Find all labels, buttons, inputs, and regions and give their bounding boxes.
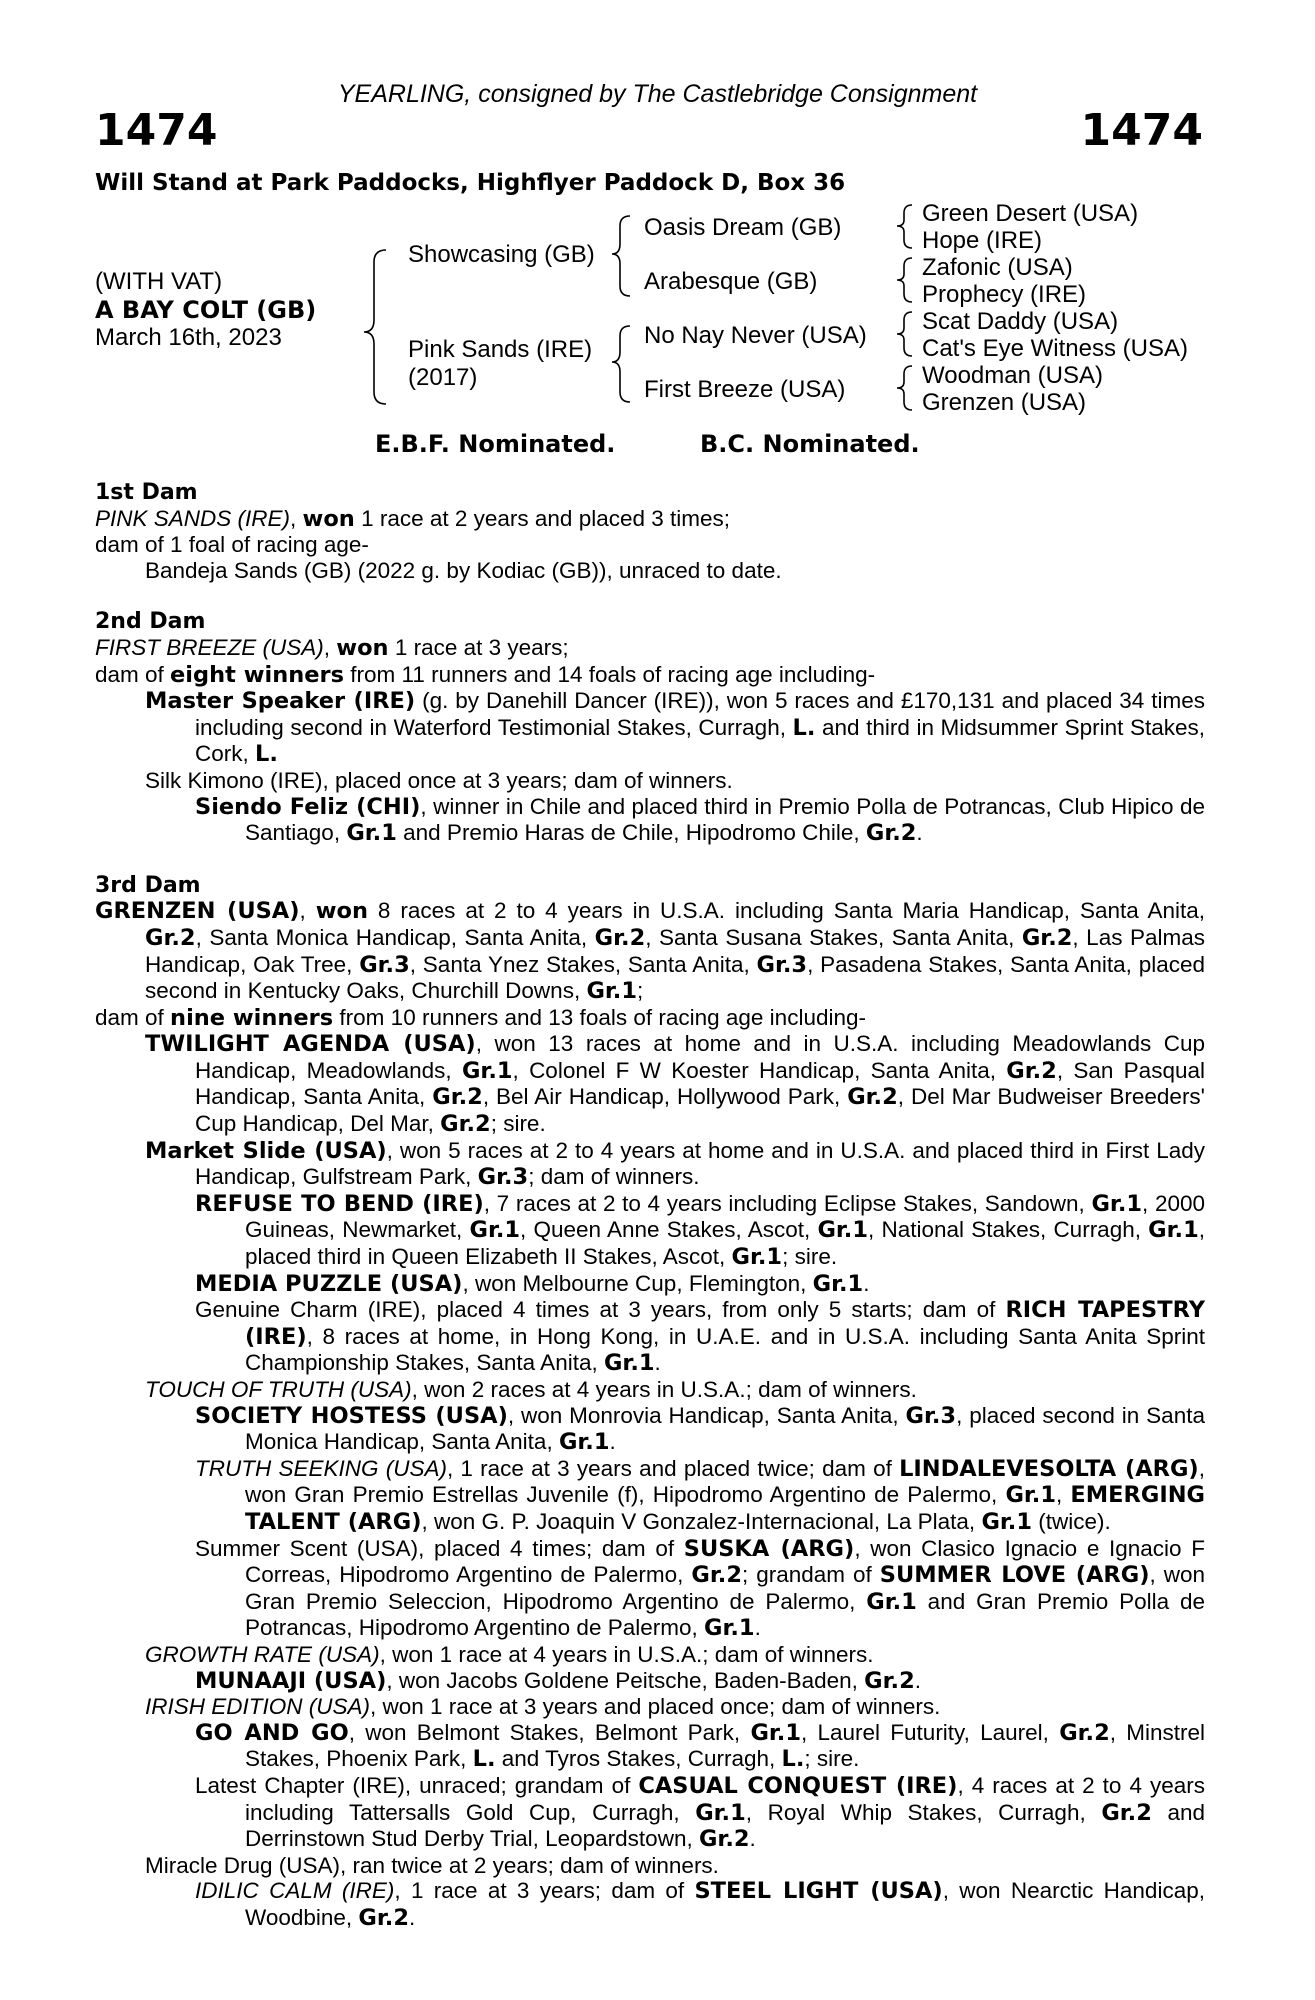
pedigree-sire-dam: Arabesque (GB): [644, 268, 818, 295]
third-dam-line: GRENZEN (USA), won 8 races at 2 to 4 years in U.S.A. including Santa Maria Handicap, Santa Anita, Gr.2, Santa Monica Handicap, Santa Anita, Gr.2, Santa Susana Stakes, Santa Anita, Gr.2, Las Palmas Handicap, Oak Tree, Gr.3, Santa Ynez Stakes, Santa Anita, Gr.3, Pasadena Stakes, Santa Anita, placed second in Kentucky Oaks, Churchill Downs, Gr.1;: [95, 898, 1206, 1005]
entry-refuse-to-bend: REFUSE TO BEND (IRE), 7 races at 2 to 4 years including Eclipse Stakes, Sandown, Gr.1, 2000 Guineas, Newmarket, Gr.1, Queen Anne Stakes, Ascot, Gr.1, National Stakes, Curragh, Gr.1, placed third in Queen Elizabeth II Stakes, Ascot, Gr.1; sire.: [195, 1190, 1205, 1271]
bc-nomination: B.C. Nominated.: [700, 430, 920, 458]
lot-number-right: 1474: [1080, 105, 1203, 156]
entry-truth-seeking: TRUTH SEEKING (USA), 1 race at 3 years and placed twice; dam of LINDALEVESOLTA (ARG), won Gran Premio Estrellas Juvenile (f), Hipodromo Argentino de Palermo, Gr.1, EMERGING TALENT (ARG), won G. P. Joaquin V Gonzalez-Internacional, La Plata, Gr.1 (twice).: [195, 1455, 1205, 1535]
first-dam-heading: 1st Dam: [95, 480, 198, 505]
entry-latest-chapter: Latest Chapter (IRE), unraced; grandam of CASUAL CONQUEST (IRE), 4 races at 2 to 4 years including Tattersalls Gold Cup, Curragh, Gr.1, Royal Whip Stakes, Curragh, Gr.2 and Derrinstown Stud Derby Trial, Leopardstown, Gr.2.: [195, 1772, 1205, 1853]
entry-siendo-feliz: Siendo Feliz (CHI), winner in Chile and placed third in Premio Polla de Potrancas, Club Hipico de Santiago, Gr.1 and Premio Haras de Chile, Hipodromo Chile, Gr.2.: [195, 793, 1205, 847]
entry-genuine-charm: Genuine Charm (IRE), placed 4 times at 3 years, from only 5 starts; dam of RICH TAPESTRY (IRE), 8 races at home, in Hong Kong, in U.A.E. and in U.S.A. including Santa Anita Sprint Championship Stakes, Santa Anita, Gr.1.: [195, 1297, 1205, 1377]
pedigree-sss: Green Desert (USA): [922, 200, 1139, 227]
pedigree-dsd: Cat's Eye Witness (USA): [922, 335, 1188, 362]
pedigree-ddd: Grenzen (USA): [922, 389, 1087, 416]
ebf-nomination: E.B.F. Nominated.: [375, 430, 616, 458]
brace-gen1: [364, 250, 386, 404]
pedigree-sire: Showcasing (GB): [408, 241, 595, 268]
entry-twilight-agenda: TWILIGHT AGENDA (USA), won 13 races at home and in U.S.A. including Meadowlands Cup Handicap, Meadowlands, Gr.1, Colonel F W Koester Handicap, Santa Anita, Gr.2, San Pasqual Handicap, Santa Anita, Gr.2, Bel Air Handicap, Hollywood Park, Gr.2, Del Mar Budweiser Breeders' Cup Handicap, Del Mar, Gr.2; sire.: [145, 1031, 1205, 1138]
vat-note: (WITH VAT): [95, 268, 223, 295]
third-dam-produce: dam of nine winners from 10 runners and 13 foals of racing age including-: [95, 1004, 866, 1031]
entry-munaaji: MUNAAJI (USA), won Jacobs Goldene Peitsche, Baden-Baden, Gr.2.: [195, 1667, 921, 1694]
horse-dob: March 16th, 2023: [95, 324, 282, 351]
entry-summer-scent: Summer Scent (USA), placed 4 times; dam of SUSKA (ARG), won Clasico Ignacio e Ignacio F Correas, Hipodromo Argentino de Palermo, Gr.2; grandam of SUMMER LOVE (ARG), won Gran Premio Seleccion, Hipodromo Argentino de Palermo, Gr.1 and Gran Premio Polla de Potrancas, Hipodromo Argentino de Palermo, Gr.1.: [195, 1535, 1206, 1642]
entry-idilic-calm: IDILIC CALM (IRE), 1 race at 3 years; dam of STEEL LIGHT (USA), won Nearctic Handicap, Woodbine, Gr.2.: [195, 1878, 1205, 1931]
pedigree-ssd: Hope (IRE): [922, 227, 1043, 254]
first-dam-produce: dam of 1 foal of racing age-: [95, 532, 369, 558]
pedigree-sdd: Prophecy (IRE): [922, 281, 1087, 308]
entry-market-slide: Market Slide (USA), won 5 races at 2 to 4 years at home and in U.S.A. and placed third in First Lady Handicap, Gulfstream Park, Gr.3; dam of winners.: [145, 1137, 1205, 1191]
second-dam-heading: 2nd Dam: [95, 609, 206, 635]
pedigree-dam-dam: First Breeze (USA): [644, 376, 846, 403]
pedigree-dam-year: (2017): [408, 364, 478, 391]
entry-miracle-drug: Miracle Drug (USA), ran twice at 2 years; dam of winners.: [145, 1852, 719, 1878]
pedigree-dds: Woodman (USA): [922, 362, 1103, 389]
entry-media-puzzle: MEDIA PUZZLE (USA), won Melbourne Cup, Flemington, Gr.1.: [195, 1270, 870, 1297]
entry-go-and-go: GO AND GO, won Belmont Stakes, Belmont Park, Gr.1, Laurel Futurity, Laurel, Gr.2, Minstrel Stakes, Phoenix Park, L. and Tyros Stakes, Curragh, L.; sire.: [195, 1719, 1206, 1773]
second-dam-produce: dam of eight winners from 11 runners and 14 foals of racing age including-: [95, 661, 876, 688]
pedigree-sds: Zafonic (USA): [922, 254, 1073, 281]
pedigree-dss: Scat Daddy (USA): [922, 308, 1119, 335]
stable-location: Will Stand at Park Paddocks, Highflyer Paddock D, Box 36: [95, 170, 846, 196]
entry-master-speaker: Master Speaker (IRE) (g. by Danehill Dancer (IRE)), won 5 races and £170,131 and placed 34 times including second in Waterford Testimonial Stakes, Curragh, L. and third in Midsummer Sprint Stakes, Cork, L.: [145, 688, 1206, 768]
entry-irish-edition: IRISH EDITION (USA), won 1 race at 3 years and placed once; dam of winners.: [145, 1694, 941, 1720]
pedigree-dam: Pink Sands (IRE): [408, 336, 593, 363]
entry-touch-of-truth: TOUCH OF TRUTH (USA), won 2 races at 4 years in U.S.A.; dam of winners.: [145, 1377, 917, 1402]
third-dam-heading: 3rd Dam: [95, 872, 201, 898]
first-dam-line: PINK SANDS (IRE), won 1 race at 2 years and placed 3 times;: [95, 505, 731, 532]
brace-dam: [612, 326, 630, 402]
entry-silk-kimono: Silk Kimono (IRE), placed once at 3 years; dam of winners.: [145, 767, 733, 793]
horse-name: A BAY COLT (GB): [95, 296, 317, 324]
family-notes: [95, 480, 1205, 1931]
entry-growth-rate: GROWTH RATE (USA), won 1 race at 4 years in U.S.A.; dam of winners.: [145, 1641, 874, 1667]
pedigree-dam-sire: No Nay Never (USA): [644, 322, 867, 349]
pedigree-sire-sire: Oasis Dream (GB): [644, 214, 842, 241]
consignor-subtitle: YEARLING, consigned by The Castlebridge Consignment: [337, 80, 978, 108]
second-dam-line: FIRST BREEZE (USA), won 1 race at 3 years;: [95, 634, 569, 661]
brace-sire: [612, 216, 630, 296]
entry-society-hostess: SOCIETY HOSTESS (USA), won Monrovia Handicap, Santa Anita, Gr.3, placed second in Santa Monica Handicap, Santa Anita, Gr.1.: [195, 1402, 1205, 1456]
lot-number-left: 1474: [95, 105, 218, 156]
first-dam-foal: Bandeja Sands (GB) (2022 g. by Kodiac (GB)), unraced to date.: [145, 557, 782, 583]
